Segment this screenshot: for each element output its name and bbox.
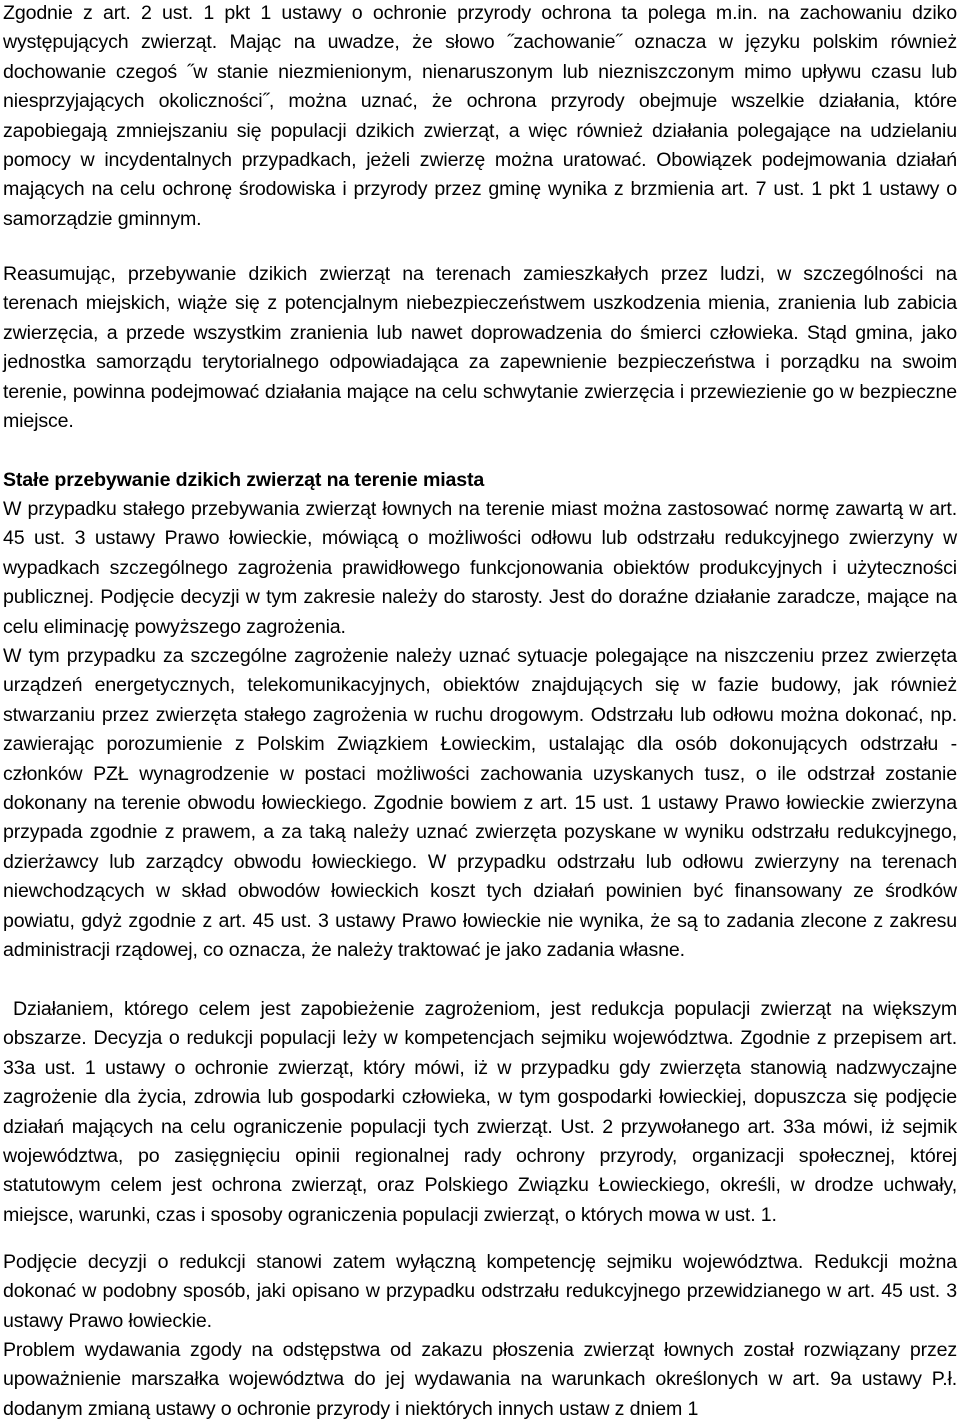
paragraph-population-reduction: Działaniem, którego celem jest zapobieżenie zagrożeniom, jest redukcja populacji zwierząt na większym obszarze. Decyzja o redukcji populacji leży w kompetencjach sejmiku województwa. Zgodnie z przepisem art. 33a ust. 1 ustawy o ochronie zwierząt, który mówi, iż w przypadku gdy zwierzęta stanowią nadzwyczajne zagrożenie dla życia, zdrowia lub gospodarki człowieka, w tym gospodarki łowieckiej, dopuszcza się podjęcie działań mających na celu ograniczenie populacji tych zwierząt. Ust. 2 przywołanego art. 33a mówi, iż sejmik województwa, po zasięgnięciu opinii regionalnej rady ochrony przyrody, organizacji społecznej, której statutowym celem jest ochrona zwierząt, oraz Polskiego Związku Łowieckiego, określi, w drodze uchwały, miejsce, warunki, czas i sposoby ograniczenia populacji zwierząt, o których mowa w ust. 1. bbox=[3, 998, 957, 1226]
paragraph-summary: Reasumując, przebywanie dzikich zwierząt na terenach zamieszkałych przez ludzi, w szczególności na terenach miejskich, wiąże się z potencjalnym niebezpieczeństwem uszkodzenia mienia, zranienia lub zabicia zwierzęcia, a przede wszystkim zranienia lub nawet doprowadzenia do śmierci człowieka. Stąd gmina, jako jednostka samorządu terytorialnego odpowiadająca za zapewnienie bezpieczeństwa i porządku na swoim terenie, powinna podejmować działania mające na celu schwytanie zwierzęcia i przewiezienie go w bezpieczne miejsce. bbox=[3, 263, 957, 433]
paragraph-permanent-presence: W przypadku stałego przebywania zwierząt łownych na terenie miast można zastosować normę zawartą w art. 45 ust. 3 ustawy Prawo łowieckie, mówiącą o możliwości odłowu lub odstrzału redukcyjnego zwierzyny w wypadkach szczególnego zagrożenia prawidłowego funkcjonowania obiektów produkcyjnych i użyteczności publicznej. Podjęcie decyzji w tym zakresie należy do starosty. Jest do doraźne działanie zaradcze, mające na celu eliminację powyższego zagrożenia. bbox=[3, 498, 957, 638]
paragraph-special-threat: W tym przypadku za szczególne zagrożenie należy uznać sytuacje polegające na niszczeniu przez zwierzęta urządzeń energetycznych, telekomunikacyjnych, obiektów znajdujących się w fazie budowy, jak również stwarzaniu przez zwierzęta stałego zagrożenia w ruchu drogowym. Odstrzału lub odłowu można dokonać, np. zawierając porozumienie z Polskim Związkiem Łowieckim, ustalając dla osób dokonujących odstrzału - członków PZŁ wynagrodzenie w postaci możliwości zachowania uzyskanych tusz, o ile odstrzał zostanie dokonany na terenie obwodu łowieckiego. Zgodnie bowiem z art. 15 ust. 1 ustawy Prawo łowieckie zwierzyna przypada zgodnie z prawem, a za taką należy uznać zwierzęta pozyskane w wyniku odstrzału redukcyjnego, dzierżawcy lub zarządcy obwodu łowieckiego. W przypadku odstrzału lub odłowu zwierzyny na terenach niewchodzących w skład obwodów łowieckich koszt tych działań powinien być finansowany ze środków powiatu, gdyż zgodnie z art. 45 ust. 3 ustawy Prawo łowieckie nie wynika, że są to zadania zlecone z zakresu administracji rządowej, co oznacza, że należy traktować je jako zadania własne. bbox=[3, 645, 957, 962]
section-heading: Stałe przebywanie dzikich zwierząt na terenie miasta bbox=[3, 469, 485, 491]
paragraph-deterrence-permit: Problem wydawania zgody na odstępstwa od zakazu płoszenia zwierząt łownych został rozwiązany przez upoważnienie marszałka województwa do jej wydawania na warunkach określonych w art. 9a ustawy P.ł. dodanym zmianą ustawy o ochronie przyrody i niektórych innych ustaw z dniem 1 bbox=[3, 1339, 957, 1420]
paragraph-intro: Zgodnie z art. 2 ust. 1 pkt 1 ustawy o ochronie przyrody ochrona ta polega m.in. na zachowaniu dziko występujących zwierząt. Mając na uwadze, że słowo ˝zachowanie˝ oznacza w języku polskim również dochowanie czegoś ˝w stanie niezmienionym, nienaruszonym lub niezniszczonym mimo upływu czasu lub niesprzyjających okoliczności˝, można uznać, że ochrona przyrody obejmuje wszelkie działania, które zapobiegają zmniejszaniu się populacji dzikich zwierząt, a więc również działania polegające na udzielaniu pomocy w incydentalnych przypadkach, jeżeli zwierzę można uratować. Obowiązek podejmowania działań mających na celu ochronę środowiska i przyrody przez gminę wynika z brzmienia art. 7 ust. 1 pkt 1 ustawy o samorządzie gminnym. bbox=[3, 2, 957, 230]
paragraph-decision: Podjęcie decyzji o redukcji stanowi zatem wyłączną kompetencję sejmiku województwa. Redukcji można dokonać w podobny sposób, jaki opisano w przypadku odstrzału redukcyjnego przewidzianego w art. 45 ust. 3 ustawy Prawo łowieckie. bbox=[3, 1251, 957, 1332]
